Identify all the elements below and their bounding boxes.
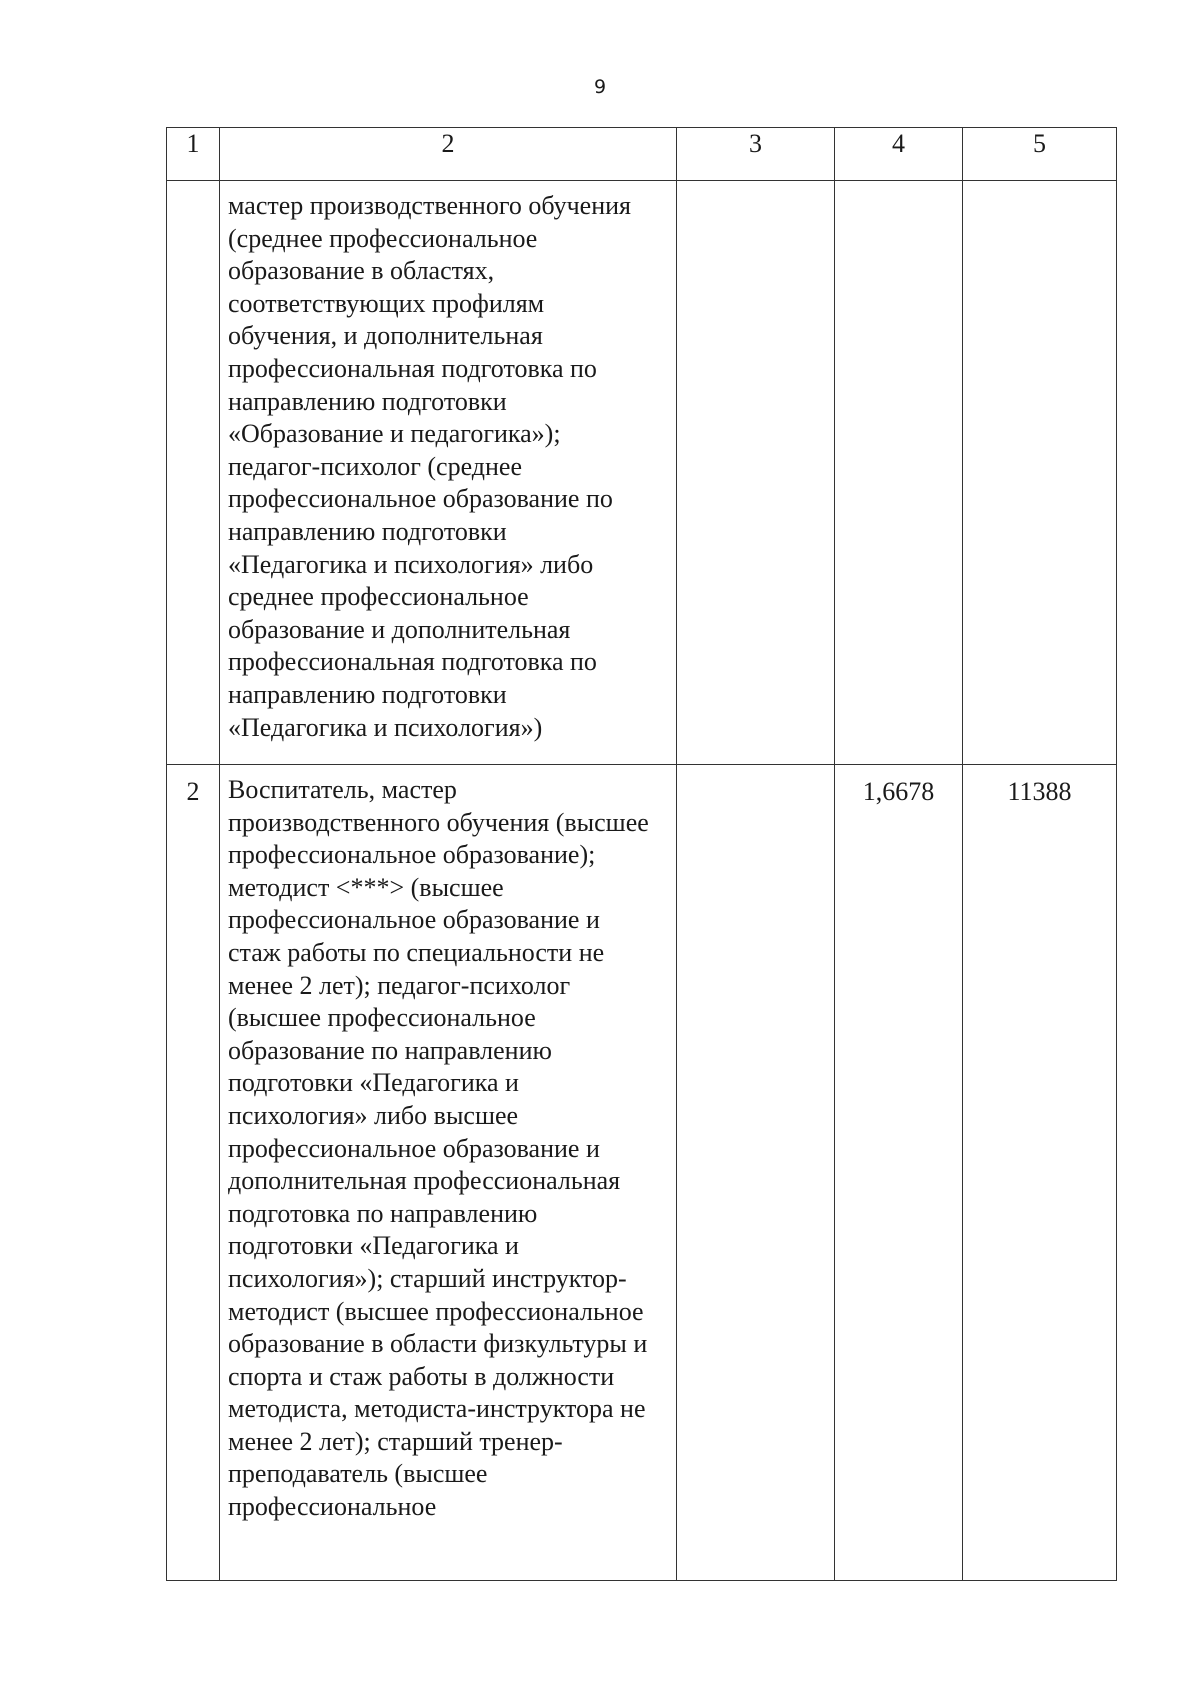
text-line: педагог-психолог (среднее bbox=[228, 451, 523, 481]
column-header-3: 3 bbox=[677, 128, 835, 181]
text-line: образование по направлению bbox=[228, 1035, 552, 1065]
text-line: профессиональное bbox=[228, 1492, 437, 1522]
text-line: образование в области физкультуры и bbox=[228, 1329, 648, 1359]
data-table bbox=[166, 127, 1117, 1581]
table-row bbox=[167, 181, 1117, 765]
text-line: психология»); старший инструктор- bbox=[228, 1263, 627, 1293]
position-description-cell bbox=[220, 181, 677, 765]
text-line: методиста, методиста-инструктора не bbox=[228, 1394, 646, 1424]
text-line: профессиональное образование по bbox=[228, 484, 613, 514]
text-line: менее 2 лет); старший тренер- bbox=[228, 1426, 563, 1456]
text-line: подготовка по направлению bbox=[228, 1198, 538, 1228]
text-line: направлению подготовки bbox=[228, 386, 507, 416]
text-line: методист (высшее профессиональное bbox=[228, 1296, 644, 1326]
text-line: образование в областях, bbox=[228, 256, 495, 286]
text-line: преподаватель (высшее bbox=[228, 1459, 488, 1489]
text-line: (высшее профессиональное bbox=[228, 1003, 536, 1033]
text-line: направлению подготовки bbox=[228, 516, 507, 546]
text-line: профессиональная подготовка по bbox=[228, 647, 597, 677]
page-number: 9 bbox=[593, 76, 607, 98]
column-header-2: 2 bbox=[220, 128, 677, 181]
text-line: профессиональная подготовка по bbox=[228, 353, 597, 383]
text-line: профессиональное образование и bbox=[228, 1133, 600, 1163]
text-line: «Образование и педагогика»); bbox=[228, 419, 561, 449]
row-number-cell: 2 bbox=[167, 765, 220, 1581]
amount-cell bbox=[963, 181, 1117, 765]
coefficient-cell bbox=[835, 181, 963, 765]
amount-cell: 11388 bbox=[963, 765, 1117, 1581]
text-line: профессиональное образование); bbox=[228, 840, 596, 870]
table-header-row bbox=[167, 128, 1117, 181]
text-line: «Педагогика и психология») bbox=[228, 712, 543, 742]
coefficient-cell: 1,6678 bbox=[835, 765, 963, 1581]
text-line: психология» либо высшее bbox=[228, 1100, 519, 1130]
text-line: производственного обучения (высшее bbox=[228, 807, 649, 837]
text-line: спорта и стаж работы в должности bbox=[228, 1361, 615, 1391]
text-line: профессиональное образование и bbox=[228, 905, 600, 935]
text-line: Воспитатель, мастер bbox=[228, 775, 457, 804]
text-line: направлению подготовки bbox=[228, 679, 507, 709]
text-line: методист <***> (высшее bbox=[228, 872, 504, 902]
column-header-5: 5 bbox=[963, 128, 1117, 181]
text-line: (среднее профессиональное bbox=[228, 223, 538, 253]
text-line: дополнительная профессиональная bbox=[228, 1166, 621, 1196]
column-3-cell bbox=[677, 181, 835, 765]
text-line: подготовки «Педагогика и bbox=[228, 1068, 519, 1098]
text-line: мастер производственного обучения bbox=[228, 191, 631, 220]
text-line: среднее профессиональное bbox=[228, 582, 529, 612]
text-line: обучения, и дополнительная bbox=[228, 321, 543, 351]
position-description-cell bbox=[220, 765, 677, 1581]
row-number-cell bbox=[167, 181, 220, 765]
text-line: соответствующих профилям bbox=[228, 288, 545, 318]
table-row bbox=[167, 765, 1117, 1581]
text-line: образование и дополнительная bbox=[228, 614, 571, 644]
column-3-cell bbox=[677, 765, 835, 1581]
text-line: стаж работы по специальности не bbox=[228, 937, 605, 967]
column-header-1: 1 bbox=[167, 128, 220, 181]
text-line: «Педагогика и психология» либо bbox=[228, 549, 594, 579]
text-line: подготовки «Педагогика и bbox=[228, 1231, 519, 1261]
text-line: менее 2 лет); педагог-психолог bbox=[228, 970, 571, 1000]
column-header-4: 4 bbox=[835, 128, 963, 181]
